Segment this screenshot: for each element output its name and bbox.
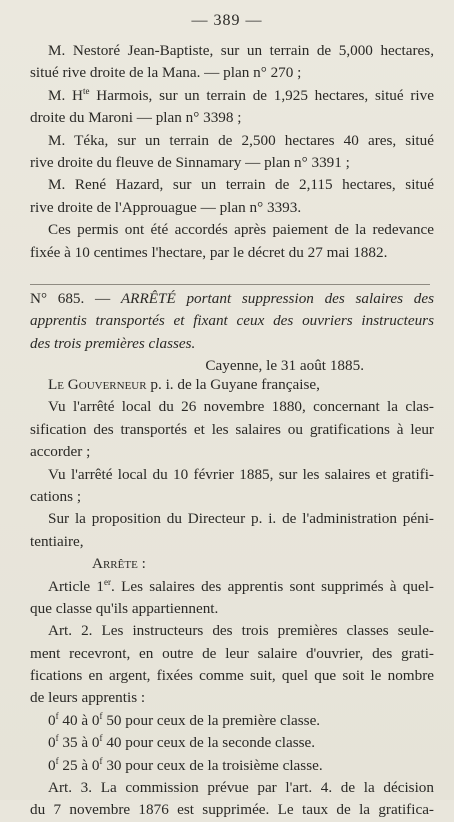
article-line: Art. 3. La commission prévue par l'art. 4. de la décision	[48, 779, 434, 797]
permit-line: M. René Hazard, sur un terrain de 2,115 hectares, situé	[48, 176, 434, 194]
article-line: de leurs apprentis :	[30, 689, 146, 707]
paragraph-line: fixée à 10 centimes l'hectare, par le décret du 27 mai 1882.	[30, 243, 388, 261]
proposition-line: tentiaire,	[30, 532, 84, 550]
permit-line: rive droite de l'Approuague — plan n° 3393.	[30, 198, 302, 216]
vu-line: Vu l'arrêté local du 26 novembre 1880, concernant la clas-	[48, 398, 434, 416]
rate-line: 0$^f$ 40 à 0$^f$ 50 pour ceux de la première classe.	[48, 710, 321, 729]
permit-line: M. $H^{te}$ Harmois, sur un terrain de 1,925 hectares, situé rive	[48, 85, 434, 104]
arrete-title-line: des trois premières classes.	[30, 334, 196, 352]
arrete-title-word: ARRÊTÉ	[120, 290, 176, 307]
article-line: ment recevront, en outre de leur salaire d'ouvrier, des grati-	[30, 644, 434, 662]
page-number: — 389 —	[191, 12, 263, 29]
permit-line: M. Téka, sur un terrain de 2,500 hectares 40 ares, situé	[48, 131, 434, 149]
article-line: du 7 novembre 1876 est supprimée. Le taux de la gratifica-	[30, 801, 434, 819]
article-line: que classe qu'ils appartiennent.	[30, 599, 219, 617]
proposition-line: Sur la proposition du Directeur p. i. de l'administration péni-	[48, 510, 434, 528]
rate-line: 0$^f$ 35 à 0$^f$ 40 pour ceux de la seconde classe.	[48, 733, 316, 752]
article-line: Article 1er. Les salaires des apprentis sont supprimés à quel-	[48, 576, 434, 595]
gouverneur-line: Le Gouverneur p. i. de la Guyane française,	[48, 376, 320, 393]
permit-line: M. Nestoré Jean-Baptiste, sur un terrain de 5,000 hectares,	[48, 42, 434, 59]
arrete-number: N° 685. —	[30, 290, 121, 307]
vu-line: cations ;	[30, 487, 82, 505]
vu-line: sification des transportés et les salaires ou gratifications à leur	[30, 420, 434, 438]
paragraph-line: Ces permis ont été accordés après paiement de la redevance	[48, 221, 434, 239]
article-line: Art. 2. Les instructeurs des trois premières classes seule-	[48, 622, 434, 640]
permit-line: droite du Maroni — plan n° 3398 ;	[30, 109, 242, 127]
arrete-body	[30, 374, 434, 822]
arrete-label: Arrête :	[92, 555, 146, 573]
arrete-title-line: apprentis transportés et fixant ceux des ouvriers instructeurs	[30, 312, 434, 330]
rate-line: 0$^f$ 25 à 0$^f$ 30 pour ceux de la troisième classe.	[48, 755, 323, 774]
permits-block	[30, 40, 434, 264]
permit-line: situé rive droite de la Mana. — plan n° 270 ;	[30, 64, 302, 82]
vu-line: Vu l'arrêté local du 10 février 1885, sur les salaires et gratifi-	[48, 465, 434, 483]
place-date: Cayenne, le 31 août 1885.	[205, 357, 364, 375]
arrete-heading	[30, 288, 434, 378]
permit-line: rive droite du fleuve de Sinnamary — plan n° 3391 ;	[30, 153, 350, 171]
arrete-title-line: N° 685. — ARRÊTÉ portant suppression des salaires des	[30, 290, 434, 307]
article-line: fications en argent, fixées comme suit, quel que soit le nombre	[30, 667, 434, 685]
vu-line: accorder ;	[30, 443, 91, 461]
section-divider	[30, 284, 430, 285]
